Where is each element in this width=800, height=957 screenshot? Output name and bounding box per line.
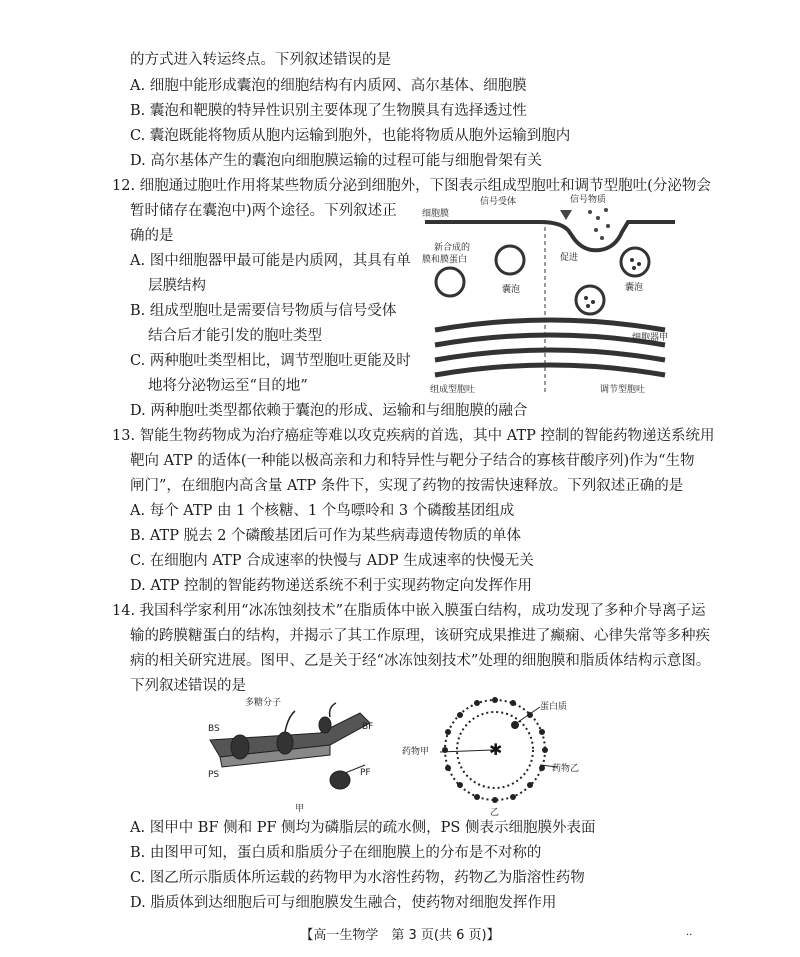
label-bf: BF [362,722,374,732]
signal-dots [588,208,610,240]
q14-stem-line2: 输的跨膜糖蛋白的结构，并揭示了其工作原理，该研究成果推进了癫痫、心律失常等多种疾 [130,628,710,644]
label-vesicle-left: 囊泡 [502,285,521,295]
label-membrane: 细胞膜 [422,209,450,219]
q14-option-a: A. 图甲中 BF 侧和 PF 侧均为磷脂层的疏水侧，PS 侧表示细胞膜外表面 [130,820,596,836]
q14-option-d: D. 脂质体到达细胞后可与细胞膜发生融合，使药物对细胞发挥作用 [130,895,557,911]
liposome-figure-yi [400,695,590,820]
q12-stem-line2: 暂时储存在囊泡中)两个途径。下列叙述正 [130,203,397,219]
q11-option-a: A. 细胞中能形成囊泡的细胞结构有内质网、高尔基体、细胞膜 [130,78,527,94]
label-pf: PF [360,768,371,778]
page-footer: 【高一生物学 第 3 页(共 6 页)】 [300,928,500,943]
embedded-protein [511,721,519,729]
q12-option-d: D. 两种胞吐类型都依赖于囊泡的形成、运输和与细胞膜的融合 [130,403,528,419]
q12-stem-line1: 12. 细胞通过胞吐作用将某些物质分泌到细胞外，下图表示组成型胞吐和调节型胞吐(分泌物会 [112,178,711,194]
label-signal: 信号物质 [570,195,607,205]
q12-option-b-cont: 结合后才能引发的胞吐类型 [148,328,322,344]
label-bs: BS [208,724,220,734]
label-organelle: 细胞器甲 [632,333,669,343]
label-yi: 乙 [490,808,500,818]
organelle-stacks [435,320,665,375]
q12-option-a-cont: 层膜结构 [148,278,206,294]
vesicle-left-1 [436,268,464,296]
drug-jia-star: ✱ [489,740,503,759]
label-new-protein: 新合成的 [434,243,471,253]
label-new-protein-2: 膜和膜蛋白 [422,255,468,265]
signal-receptor [560,210,572,220]
label-receptor: 信号受体 [480,197,517,207]
q11-option-c: C. 囊泡既能将物质从胞内运输到胞外，也能将物质从胞外运输到胞内 [130,128,571,144]
vesicle-left-2 [496,246,524,274]
q13-option-d: D. ATP 控制的智能药物递送系统不利于实现药物定向发挥作用 [130,578,533,594]
q13-stem-line3: 闸门”，在细胞内高含量 ATP 条件下，实现了药物的按需快速释放。下列叙述正确的是 [130,478,684,494]
vesicle-right-2 [576,286,604,314]
q13-option-b: B. ATP 脱去 2 个磷酸基团后可作为某些病毒遗传物质的单体 [130,528,522,544]
q13-stem-line1: 13. 智能生物药物成为治疗癌症等难以攻克疾病的首选，其中 ATP 控制的智能药物递送系统用 [112,428,715,444]
q12-option-c-cont: 地将分泌物运至“目的地” [148,378,308,394]
label-vesicle-right: 囊泡 [625,283,644,293]
q13-stem-line2: 靶向 ATP 的适体(一种能以极高亲和力和特异性与靶分子结合的寡核苷酸序列)作为“生物 [130,453,695,469]
label-protein: 蛋白质 [540,702,568,712]
label-polysaccharide: 多糖分子 [245,698,282,708]
q12-option-c: C. 两种胞吐类型相比，调节型胞吐更能及时 [130,353,411,369]
q14-stem-line1: 14. 我国科学家利用“冰冻蚀刻技术”在脂质体中嵌入膜蛋白结构，成功发现了多种介导离子运 [112,603,706,619]
polysaccharide-chain [285,711,295,732]
membrane-figure-jia [200,695,400,815]
vesicle-right-1 [621,248,649,276]
label-promote: 促进 [560,253,579,263]
label-ps: PS [208,770,220,780]
q12-stem-line3: 确的是 [130,228,174,244]
q11-option-b: B. 囊泡和靶膜的特异性识别主要体现了生物膜具有选择透过性 [130,103,527,119]
corner-mark: ·· [686,930,693,941]
label-drug-a: 药物甲 [402,747,430,757]
q13-option-c: C. 在细胞内 ATP 合成速率的快慢与 ADP 生成速率的快慢无关 [130,553,534,569]
q14-stem-line3: 病的相关研究进展。图甲、乙是关于经“冰冻蚀刻技术”处理的细胞膜和脂质体结构示意图。 [130,653,711,669]
exocytosis-figure [420,190,680,400]
q14-stem-line4: 下列叙述错误的是 [130,678,246,694]
q11-tail: 的方式进入转运终点。下列叙述错误的是 [130,52,391,68]
label-regulated: 调节型胞吐 [600,385,646,395]
q13-option-a: A. 每个 ATP 由 1 个核糖、1 个鸟嘌呤和 3 个磷酸基团组成 [130,503,515,519]
label-constitutive: 组成型胞吐 [430,385,476,395]
q14-option-c: C. 图乙所示脂质体所运载的药物甲为水溶性药物，药物乙为脂溶性药物 [130,870,585,886]
q11-option-d: D. 高尔基体产生的囊泡向细胞膜运输的过程可能与细胞骨架有关 [130,153,542,169]
label-drug-b: 药物乙 [552,764,580,774]
q12-option-b: B. 组成型胞吐是需要信号物质与信号受体 [130,303,397,319]
q12-option-a: A. 图中细胞器甲最可能是内质网，其具有单 [130,253,411,269]
label-jia: 甲 [295,804,305,814]
q14-option-b: B. 由图甲可知，蛋白质和脂质分子在细胞膜上的分布是不对称的 [130,845,542,861]
